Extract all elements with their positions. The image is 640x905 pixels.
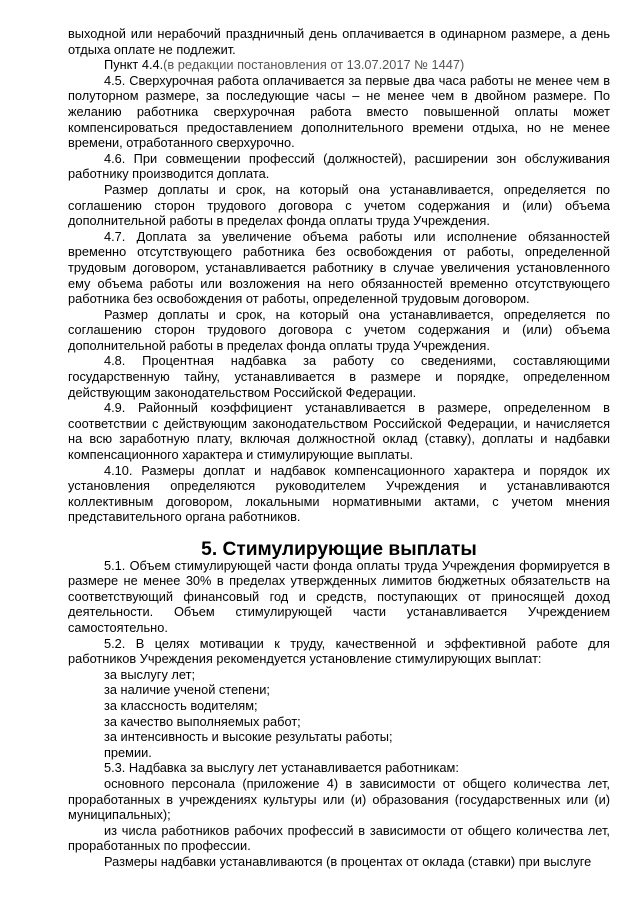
paragraph-amendment-note [68, 57, 610, 73]
paragraph-4-6: 4.6. При совмещении профессий (должностей), расширении зон обслуживания работнику производится доплата. [68, 150, 610, 182]
paragraph-4-8: 4.8. Процентная надбавка за работу со сведениями, составляющими государственную тайну, устанавливается в размере и порядке, определенном действующим законодательством Российской Федерации. [68, 353, 610, 400]
paragraph-5-1: 5.1. Объем стимулирующей части фонда оплаты труда Учреждения формируется в размере не менее 30% в пределах утвержденных лимитов бюджетных обязательств на соответствующий финансовый год и средств, поступающих от приносящей доход деятельности. Объем стимулирующей части устанавливается Учреждением самостоятельно. [68, 557, 610, 635]
paragraph-4-7-size: Размер доплаты и срок, на который она устанавливается, определяется по соглашению сторон трудового договора с учетом содержания и (или) объема дополнительной работы в пределах фонда оплаты труда Учреждения. [68, 306, 610, 353]
section-heading-5: 5. Стимулирующие выплаты [201, 539, 477, 560]
paragraph-5-3-main-staff: основного персонала (приложение 4) в зависимости от общего количества лет, проработанных в учреждениях культуры или (и) образования (государственных или (и) муниципальных); [68, 775, 610, 823]
paragraph-4-7: 4.7. Доплата за увеличение объема работы или исполнение обязанностей временно отсутствующего работника без освобождения от работы, определенной трудовым договором, устанавливается работнику в случае увеличения установленного ему объема работы или возложения на него обязанностей временно отсутствующего работника без освобождения от работы, определенной трудовым договором. [68, 228, 610, 307]
paragraph-continuation: выходной или нерабочий праздничный день оплачивается в одинарном размере, а день отдыха оплате не подлежит. [68, 26, 610, 57]
paragraph-4-5: 4.5. Сверхурочная работа оплачивается за первые два часа работы не менее чем в полуторном размере, за последующие часы – не менее чем в двойном размере. По желанию работника сверхурочная работа вместо повышенной оплаты может компенсироваться предоставлением дополнительного времени отдыха, но не менее времени, отработанного сверхурочно. [68, 72, 610, 151]
paragraph-5-3: 5.3. Надбавка за выслугу лет устанавливается работникам: [104, 760, 459, 776]
list-item: за интенсивность и высокие результаты работы; [104, 729, 393, 745]
list-item: за качество выполняемых работ; [104, 713, 301, 729]
paragraph-5-3-workers: из числа работников рабочих профессий в зависимости от общего количества лет, проработанных по профессии. [68, 822, 610, 854]
paragraph-4-6-size: Размер доплаты и срок, на который она устанавливается, определяется по соглашению сторон трудового договора с учетом содержания и (или) объема дополнительной работы в пределах фонда оплаты труда Учреждения. [68, 181, 610, 229]
paragraph-5-3-sizes: Размеры надбавки устанавливаются (в процентах от оклада (ставки) при выслуге [104, 853, 592, 869]
paragraph-4-9: 4.9. Районный коэффициент устанавливается в размере, определенном в соответствии с действующим законодательством Российской Федерации, и начисляется на всю заработную плату, включая должностной оклад (ставку), доплаты и надбавки компенсационного характера и стимулирующие выплаты. [68, 400, 610, 463]
amendment-note-prefix: Пункт 4.4. [104, 57, 164, 73]
list-item: за наличие ученой степени; [104, 682, 270, 698]
amendment-note-reference: (в редакции постановления от 13.07.2017 № 1447) [163, 57, 465, 73]
list-item: за выслугу лет; [104, 666, 195, 682]
paragraph-5-2: 5.2. В целях мотивации к труду, качественной и эффективной работе для работников Учреждения рекомендуется установление стимулирующих выплат: [68, 635, 610, 667]
incentive-list [68, 667, 610, 761]
paragraph-4-10: 4.10. Размеры доплат и надбавок компенсационного характера и порядок их установления определяются руководителем Учреждения и устанавливаются коллективным договором, локальными нормативными актами, с учетом мнения представительного органа работников. [68, 462, 610, 525]
list-item: за классность водителям; [104, 697, 258, 713]
list-item: премии. [104, 744, 152, 760]
